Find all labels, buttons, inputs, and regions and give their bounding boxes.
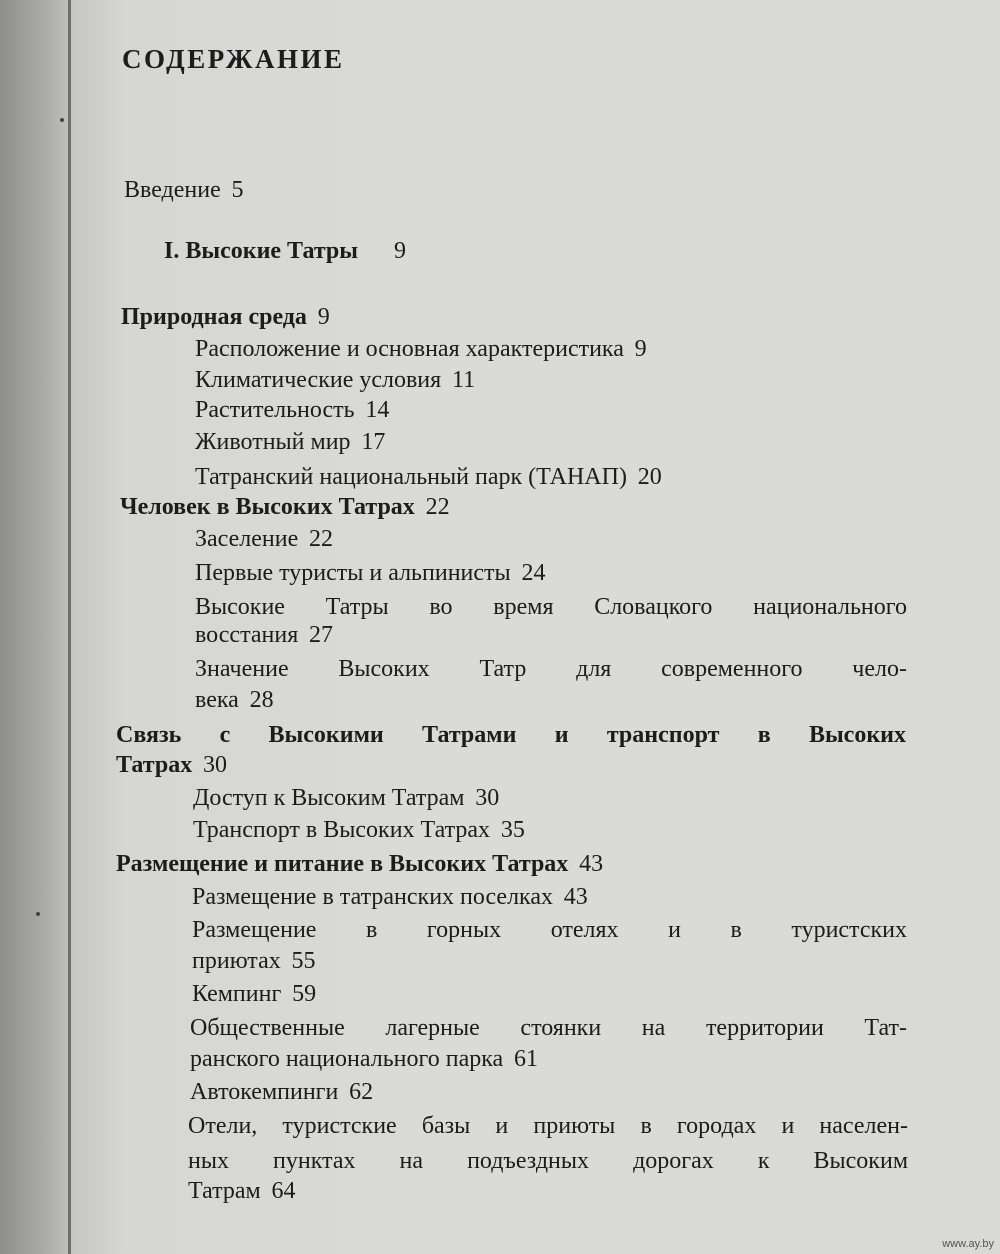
toc-page-number: 20 xyxy=(637,464,662,490)
toc-entry: приютах 55 xyxy=(192,948,316,974)
toc-entry: Человек в Высоких Татрах 22 xyxy=(120,494,450,520)
toc-entry: Природная среда 9 xyxy=(121,304,330,330)
toc-entry: Транспорт в Высоких Татрах 35 xyxy=(193,817,525,843)
page-edge xyxy=(68,0,71,1254)
print-speck xyxy=(36,912,40,916)
toc-entry: Связь с Высокими Татрами и транспорт в Высоких xyxy=(116,722,906,748)
toc-page-number: 35 xyxy=(500,817,525,843)
toc-entry: I. Высокие Татры 9 xyxy=(164,238,407,264)
toc-page-number: 30 xyxy=(203,752,228,778)
toc-page-number: 27 xyxy=(309,622,334,648)
toc-page-number: 55 xyxy=(291,948,316,974)
toc-entry: Растительность 14 xyxy=(195,397,390,423)
toc-page-number: 24 xyxy=(521,560,546,586)
toc-entry: Татрам 64 xyxy=(188,1178,296,1204)
toc-page-number: 9 xyxy=(317,304,330,330)
watermark: www.ay.by xyxy=(942,1238,994,1250)
toc-entry: Размещение и питание в Высоких Татрах 43 xyxy=(116,851,604,877)
toc-page-number: 43 xyxy=(563,884,588,910)
toc-page-number: 62 xyxy=(349,1079,374,1105)
toc-page-number: 9 xyxy=(394,238,407,264)
book-gutter xyxy=(0,0,78,1254)
toc-entry: Размещение в татранских поселках 43 xyxy=(192,884,588,910)
toc-entry: Заселение 22 xyxy=(195,526,334,552)
toc-page-number: 9 xyxy=(634,336,647,362)
toc-page-number: 5 xyxy=(231,177,244,203)
toc-entry: Отели, туристские базы и приюты в городах и населен- xyxy=(188,1113,908,1139)
toc-entry: ранского национального парка 61 xyxy=(190,1046,538,1072)
toc-entry: Кемпинг 59 xyxy=(192,981,317,1007)
toc-page-number: 22 xyxy=(425,494,450,520)
toc-entry: Высокие Татры во время Словацкого национального xyxy=(195,594,907,620)
toc-entry: Значение Высоких Татр для современного чело- xyxy=(195,656,907,682)
toc-page-number: 14 xyxy=(365,397,390,423)
toc-page-number: 43 xyxy=(579,851,604,877)
toc-page-number: 22 xyxy=(309,526,334,552)
toc-entry: века 28 xyxy=(195,687,274,713)
print-speck xyxy=(60,118,64,122)
toc-entry: ных пунктах на подъездных дорогах к Высоким xyxy=(188,1148,908,1174)
toc-page-number: 11 xyxy=(451,367,476,393)
toc-entry: Первые туристы и альпинисты 24 xyxy=(195,560,546,586)
toc-entry: Введение 5 xyxy=(124,177,244,203)
toc-entry: Автокемпинги 62 xyxy=(190,1079,374,1105)
toc-entry: Общественные лагерные стоянки на территории Тат- xyxy=(190,1015,907,1041)
toc-page-number: 28 xyxy=(249,687,274,713)
page-title: СОДЕРЖАНИЕ xyxy=(122,44,345,74)
toc-page-number: 30 xyxy=(475,785,500,811)
toc-entry: Татранский национальный парк (ТАНАП) 20 xyxy=(195,464,662,490)
toc-page-number: 61 xyxy=(513,1046,538,1072)
toc-entry: Татрах 30 xyxy=(116,752,228,778)
toc-entry: Климатические условия 11 xyxy=(195,367,476,393)
toc-entry: восстания 27 xyxy=(195,622,334,648)
toc-entry: Расположение и основная характеристика 9 xyxy=(195,336,647,362)
toc-entry: Доступ к Высоким Татрам 30 xyxy=(193,785,500,811)
toc-page-number: 64 xyxy=(271,1178,296,1204)
toc-entry: Размещение в горных отелях и в туристских xyxy=(192,917,907,943)
toc-entry: Животный мир 17 xyxy=(195,429,386,455)
toc-page-number: 59 xyxy=(292,981,317,1007)
toc-page-number: 17 xyxy=(361,429,386,455)
